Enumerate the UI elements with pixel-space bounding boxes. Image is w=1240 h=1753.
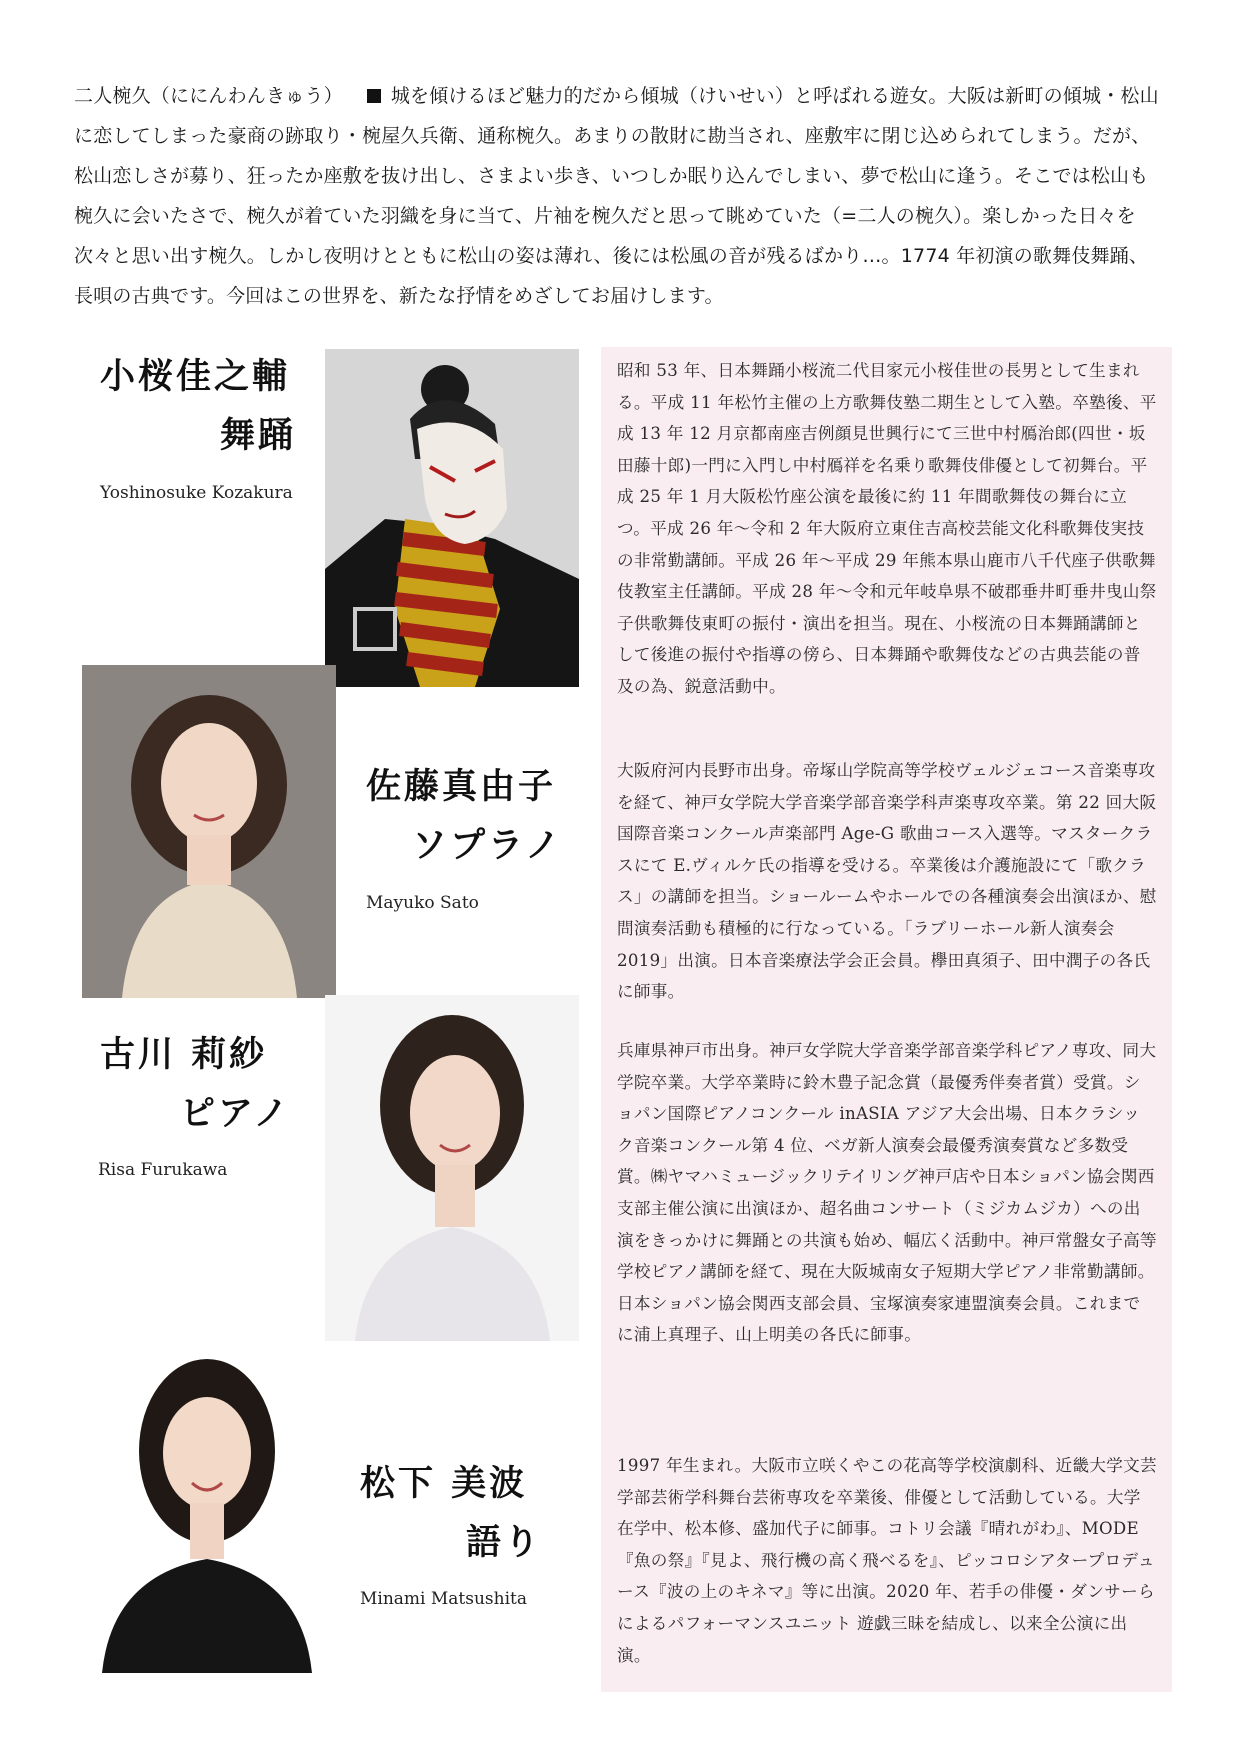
performer-roman-sato: Mayuko Sato [366,893,479,913]
intro-text: 城を傾けるほど魅力的だから傾城（けいせい）と呼ばれる遊女。大阪は新町の傾城・松山に恋してしまった豪商の跡取り・椀屋久兵衛、通称椀久。あまりの散財に勘当され、座敷牢に閉じ込められてしまう。だが、松山恋しさが募り、狂ったか座敷を抜け出し、さまよい歩き、いつしか眠り込んでしまい、夢で松山に逢う。そこでは松山も椀久に会いたさで、椀久が着ていた羽織を身に当て、片袖を椀久だと思って眺めていた（=二人の椀久）。楽しかった日々を次々と思い出す椀久。しかし夜明けとともに松山の姿は薄れ、後には松風の音が残るばかり…。1774 年初演の歌舞伎舞踊、長唄の古典です。今回はこの世界を、新たな抒情をめざしてお届けします。 [74,85,1159,307]
performer-bio-matsushita: 1997 年生まれ。大阪市立咲くやこの花高等学校演劇科、近畿大学文芸学部芸術学科舞台芸術専攻を卒業後、俳優として活動している。大学在学中、松本修、盛加代子に師事。コトリ会議『晴れがわ』、MODE『魚の祭』『見よ、飛行機の高く飛べるを』、ピッコロシアタープロデュース『波の上のキネマ』等に出演。2020 年、若手の俳優・ダンサーらによるパフォーマンスユニット 遊戯三昧を結成し、以来全公演に出演。 [617,1456,1157,1665]
performer-role-kozakura: 舞踊 [220,416,297,456]
performer-name-kozakura: 小桜佳之輔 [100,357,291,397]
performer-name-matsushita: 松下 美波 [360,1464,528,1504]
narrator-portrait-photo [82,1341,332,1673]
performer-name-sato: 佐藤真由子 [366,767,557,807]
performer-role-sato: ソプラノ [412,826,563,866]
soprano-portrait-photo [82,665,336,998]
performer-roman-furukawa: Risa Furukawa [98,1160,228,1180]
intro-paragraph [74,76,1162,316]
performer-name-furukawa: 古川 莉紗 [100,1035,268,1075]
performer-bio-furukawa: 兵庫県神戸市出身。神戸女学院大学音楽学部音楽学科ピアノ専攻、同大学院卒業。大学卒業時に鈴木豊子記念賞（最優秀伴奏者賞）受賞。ショパン国際ピアノコンクール inASIA アジア大会出場、日本クラシック音楽コンクール第 4 位、ベガ新人演奏会最優秀演奏賞など多数受賞。㈱ヤマハミュージックリテイリング神戸店や日本ショパン協会関西支部主催公演に出演ほか、超名曲コンサート（ミジカムジカ）への出演をきっかけに舞踊との共演も始め、幅広く活動中。神戸常盤女子高等学校ピアノ講師を経て、現在大阪城南女子短期大学ピアノ非常勤講師。日本ショパン協会関西支部会員、宝塚演奏家連盟演奏会員。これまでに浦上真理子、山上明美の各氏に師事。 [617,1041,1157,1345]
performer-bio-kozakura: 昭和 53 年、日本舞踊小桜流二代目家元小桜佳世の長男として生まれる。平成 11 年松竹主催の上方歌舞伎塾二期生として入塾。卒塾後、平成 13 年 12 月京都南座吉例顔見世興行にて三世中村鴈治郎(四世・坂田藤十郎)一門に入門し中村鴈祥を名乗り歌舞伎俳優として初舞台。平成 25 年 1 月大阪松竹座公演を最後に約 11 年間歌舞伎の舞台に立つ。平成 26 年～令和 2 年大阪府立東住吉高校芸能文化科歌舞伎実技の非常勤講師。平成 26 年～平成 29 年熊本県山鹿市八千代座子供歌舞伎教室主任講師。平成 28 年～令和元年岐阜県不破郡垂井町垂井曳山祭子供歌舞伎東町の振付・演出を担当。現在、小桜流の日本舞踊講師として後進の振付や指導の傍ら、日本舞踊や歌舞伎などの古典芸能の普及の為、鋭意活動中。 [617,361,1157,696]
performer-role-furukawa: ピアノ [180,1094,292,1134]
performer-roman-matsushita: Minami Matsushita [360,1589,528,1609]
performer-bio-sato: 大阪府河内長野市出身。帝塚山学院高等学校ヴェルジェコース音楽専攻を経て、神戸女学院大学音楽学部音楽学科声楽専攻卒業。第 22 回大阪国際音楽コンクール声楽部門 Age-G 歌曲コース入選等。マスタークラスにて E.ヴィルケ氏の指導を受ける。卒業後は介護施設にて「歌クラス」の講師を担当。ショールームやホールでの各種演奏会出演ほか、慰問演奏活動も積極的に行なっている。「ラブリーホール新人演奏会 2019」出演。日本音楽療法学会正会員。欅田真須子、田中潤子の各氏に師事。 [617,761,1157,1002]
performer-role-matsushita: 語り [466,1523,543,1563]
kabuki-dancer-photo [325,349,579,687]
pianist-portrait-photo [325,995,579,1341]
black-square-icon [367,89,381,103]
performer-roman-kozakura: Yoshinosuke Kozakura [100,483,293,503]
intro-lead: 二人椀久（ににんわんきゅう） [74,85,343,107]
